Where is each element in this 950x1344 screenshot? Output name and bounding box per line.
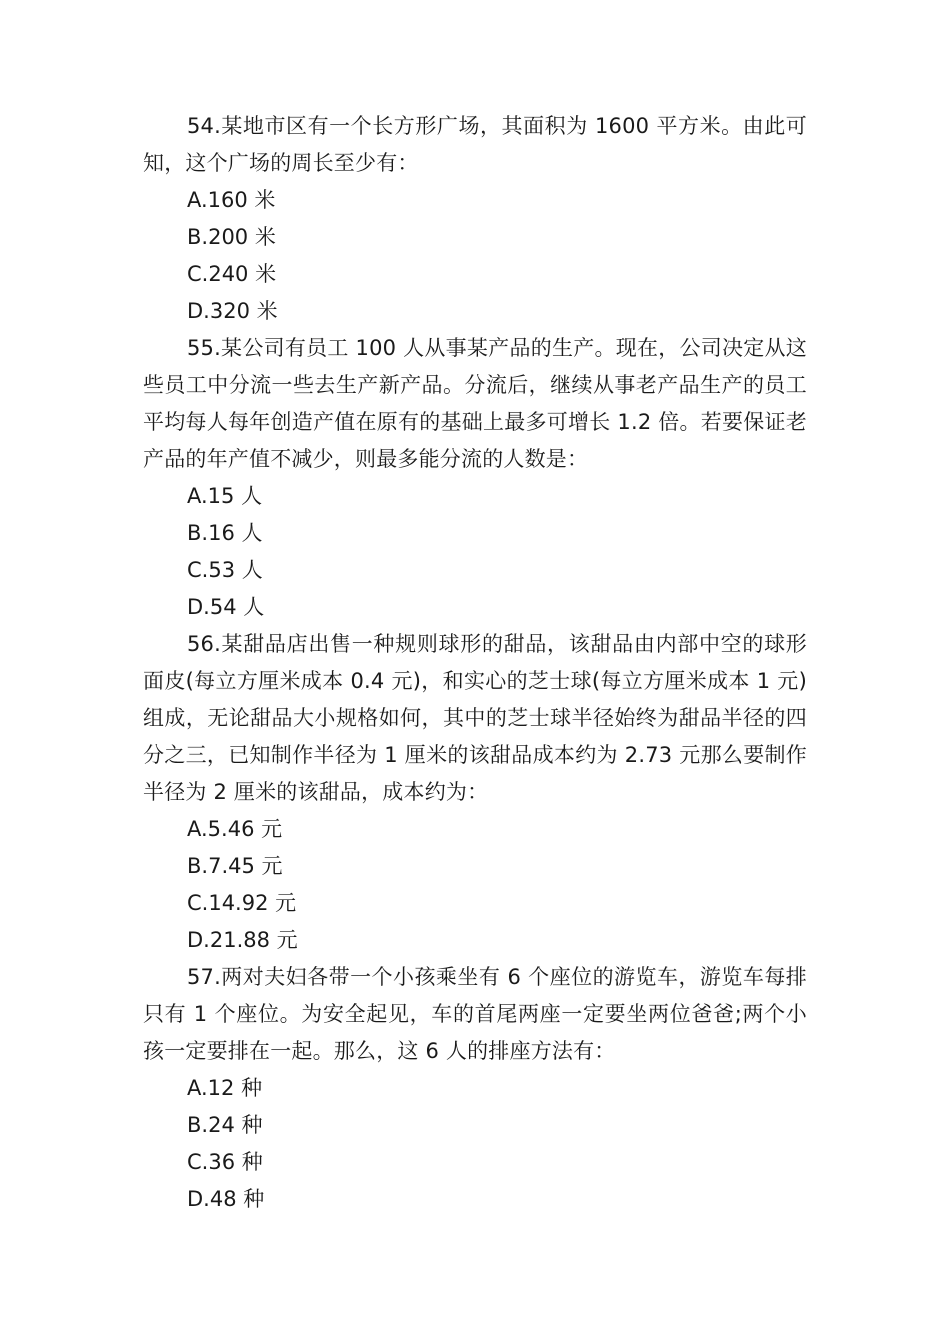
option-a: A.160 米	[187, 188, 276, 212]
question-54	[143, 108, 807, 330]
option-list	[143, 478, 807, 626]
question-56	[143, 626, 807, 959]
option-b: B.16 人	[187, 521, 263, 545]
option-d: D.48 种	[187, 1187, 265, 1211]
option-d: D.54 人	[187, 595, 265, 619]
option-list	[143, 182, 807, 330]
option-c: C.14.92 元	[187, 891, 297, 915]
option-list	[143, 1070, 807, 1218]
question-55	[143, 330, 807, 626]
question-stem: 56.某甜品店出售一种规则球形的甜品，该甜品由内部中空的球形面皮(每立方厘米成本 0.4 元)，和实心的芝士球(每立方厘米成本 1 元)组成，无论甜品大小规格如何，其中的芝士球半径始终为甜品半径的四分之三，已知制作半径为 1 厘米的该甜品成本约为 2.73 元那么要制作半径为 2 厘米的该甜品，成本约为：	[143, 632, 807, 804]
option-b: B.200 米	[187, 225, 276, 249]
question-57	[143, 959, 807, 1218]
option-b: B.24 种	[187, 1113, 263, 1137]
option-c: C.53 人	[187, 558, 263, 582]
question-stem: 54.某地市区有一个长方形广场，其面积为 1600 平方米。由此可知，这个广场的周长至少有：	[143, 114, 807, 175]
question-stem: 55.某公司有员工 100 人从事某产品的生产。现在，公司决定从这些员工中分流一些去生产新产品。分流后，继续从事老产品生产的员工平均每人每年创造产值在原有的基础上最多可增长 1.2 倍。若要保证老产品的年产值不减少，则最多能分流的人数是：	[143, 336, 807, 471]
option-a: A.15 人	[187, 484, 263, 508]
option-a: A.5.46 元	[187, 817, 283, 841]
option-d: D.21.88 元	[187, 928, 298, 952]
question-list	[143, 108, 807, 1218]
option-c: C.240 米	[187, 262, 277, 286]
option-d: D.320 米	[187, 299, 278, 323]
option-c: C.36 种	[187, 1150, 263, 1174]
option-list	[143, 811, 807, 959]
option-a: A.12 种	[187, 1076, 263, 1100]
option-b: B.7.45 元	[187, 854, 283, 878]
question-stem: 57.两对夫妇各带一个小孩乘坐有 6 个座位的游览车，游览车每排只有 1 个座位。为安全起见，车的首尾两座一定要坐两位爸爸;两个小孩一定要排在一起。那么，这 6 人的排座方法有：	[143, 965, 807, 1063]
